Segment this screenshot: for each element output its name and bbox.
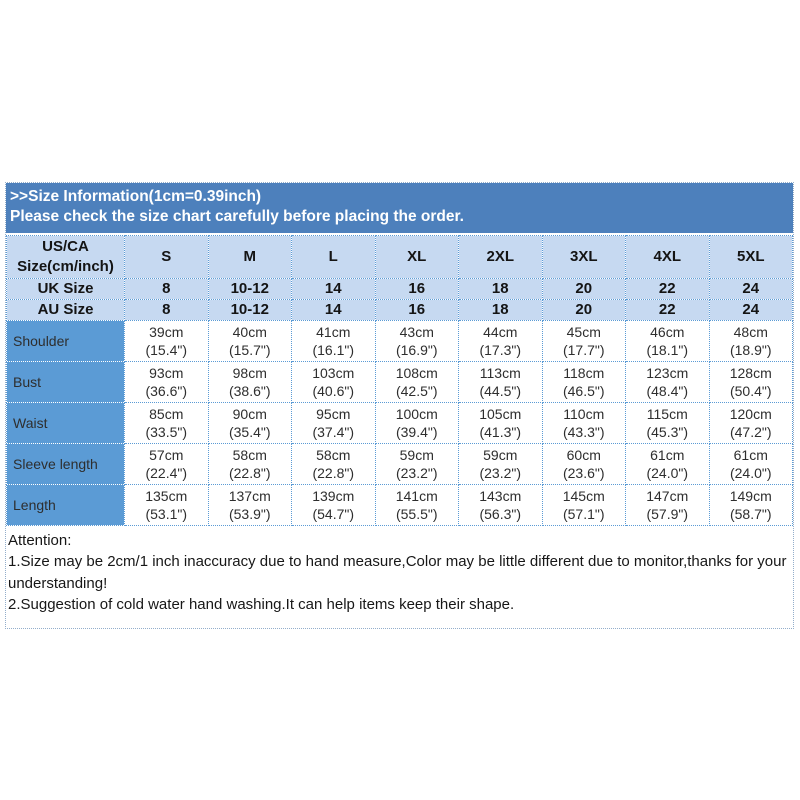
measure-cell: 57cm (22.4") xyxy=(125,443,209,484)
measure-cell: 145cm (57.1") xyxy=(542,484,626,525)
row-label: Length xyxy=(7,484,125,525)
size-header-row xyxy=(7,235,793,278)
size-col-header: 5XL xyxy=(709,235,793,278)
measure-cell: 58cm (22.8") xyxy=(208,443,292,484)
measure-cell: 100cm (39.4") xyxy=(375,402,459,443)
measure-cell: 61cm (24.0") xyxy=(709,443,793,484)
uk-size-value: 24 xyxy=(709,278,793,299)
uk-size-value: 16 xyxy=(375,278,459,299)
au-size-label: AU Size xyxy=(7,299,125,320)
table-row-sleeve-length xyxy=(7,443,793,484)
corner-header-cell xyxy=(7,235,125,278)
attention-note xyxy=(6,526,793,628)
corner-line2: Size(cm/inch) xyxy=(17,257,114,275)
banner-title: >>Size Information(1cm=0.39inch) xyxy=(10,188,262,205)
au-size-value: 10-12 xyxy=(208,299,292,320)
measure-cell: 143cm (56.3") xyxy=(459,484,543,525)
size-chart-table xyxy=(6,235,793,526)
measure-cell: 59cm (23.2") xyxy=(375,443,459,484)
size-col-header: L xyxy=(292,235,376,278)
size-col-header: S xyxy=(125,235,209,278)
uk-size-value: 14 xyxy=(292,278,376,299)
measure-cell: 45cm (17.7") xyxy=(542,320,626,361)
measure-cell: 98cm (38.6") xyxy=(208,361,292,402)
au-size-value: 14 xyxy=(292,299,376,320)
measure-cell: 139cm (54.7") xyxy=(292,484,376,525)
row-label: Waist xyxy=(7,402,125,443)
au-size-value: 16 xyxy=(375,299,459,320)
uk-size-label: UK Size xyxy=(7,278,125,299)
measure-cell: 103cm (40.6") xyxy=(292,361,376,402)
au-size-row xyxy=(7,299,793,320)
au-size-value: 20 xyxy=(542,299,626,320)
corner-line1: US/CA xyxy=(42,238,89,256)
size-col-header: XL xyxy=(375,235,459,278)
measure-cell: 137cm (53.9") xyxy=(208,484,292,525)
size-info-banner xyxy=(6,183,793,235)
measure-cell: 110cm (43.3") xyxy=(542,402,626,443)
measure-cell: 108cm (42.5") xyxy=(375,361,459,402)
uk-size-value: 18 xyxy=(459,278,543,299)
measure-cell: 59cm (23.2") xyxy=(459,443,543,484)
measure-cell: 61cm (24.0") xyxy=(626,443,710,484)
au-size-value: 24 xyxy=(709,299,793,320)
measure-cell: 141cm (55.5") xyxy=(375,484,459,525)
banner-subtitle: Please check the size chart carefully before placing the order. xyxy=(10,208,464,226)
measure-cell: 149cm (58.7") xyxy=(709,484,793,525)
measure-cell: 48cm (18.9") xyxy=(709,320,793,361)
row-label: Shoulder xyxy=(7,320,125,361)
size-col-header: 3XL xyxy=(542,235,626,278)
uk-size-row xyxy=(7,278,793,299)
measure-cell: 44cm (17.3") xyxy=(459,320,543,361)
attention-title: Attention: xyxy=(8,531,72,549)
measure-cell: 95cm (37.4") xyxy=(292,402,376,443)
table-row-shoulder xyxy=(7,320,793,361)
row-label: Bust xyxy=(7,361,125,402)
measure-cell: 58cm (22.8") xyxy=(292,443,376,484)
size-col-header: 2XL xyxy=(459,235,543,278)
attention-note-2: 2.Suggestion of cold water hand washing.It can help items keep their shape. xyxy=(8,596,515,614)
au-size-value: 8 xyxy=(125,299,209,320)
table-row-length xyxy=(7,484,793,525)
attention-note-1: 1.Size may be 2cm/1 inch inaccuracy due to hand measure,Color may be little different due to monitor,thanks for your understanding! xyxy=(8,553,787,592)
measure-cell: 90cm (35.4") xyxy=(208,402,292,443)
measure-cell: 43cm (16.9") xyxy=(375,320,459,361)
measure-cell: 60cm (23.6") xyxy=(542,443,626,484)
size-col-header: 4XL xyxy=(626,235,710,278)
measure-cell: 128cm (50.4") xyxy=(709,361,793,402)
size-chart-sheet xyxy=(5,182,794,629)
au-size-value: 22 xyxy=(626,299,710,320)
uk-size-value: 8 xyxy=(125,278,209,299)
table-row-bust xyxy=(7,361,793,402)
measure-cell: 135cm (53.1") xyxy=(125,484,209,525)
measure-cell: 113cm (44.5") xyxy=(459,361,543,402)
table-row-waist xyxy=(7,402,793,443)
measure-cell: 147cm (57.9") xyxy=(626,484,710,525)
measure-cell: 40cm (15.7") xyxy=(208,320,292,361)
measure-cell: 85cm (33.5") xyxy=(125,402,209,443)
measure-cell: 39cm (15.4") xyxy=(125,320,209,361)
measure-cell: 115cm (45.3") xyxy=(626,402,710,443)
measure-cell: 41cm (16.1") xyxy=(292,320,376,361)
measure-cell: 118cm (46.5") xyxy=(542,361,626,402)
measure-cell: 93cm (36.6") xyxy=(125,361,209,402)
au-size-value: 18 xyxy=(459,299,543,320)
row-label: Sleeve length xyxy=(7,443,125,484)
uk-size-value: 10-12 xyxy=(208,278,292,299)
measure-cell: 123cm (48.4") xyxy=(626,361,710,402)
measure-cell: 46cm (18.1") xyxy=(626,320,710,361)
size-col-header: M xyxy=(208,235,292,278)
measure-cell: 120cm (47.2") xyxy=(709,402,793,443)
uk-size-value: 20 xyxy=(542,278,626,299)
uk-size-value: 22 xyxy=(626,278,710,299)
measure-cell: 105cm (41.3") xyxy=(459,402,543,443)
